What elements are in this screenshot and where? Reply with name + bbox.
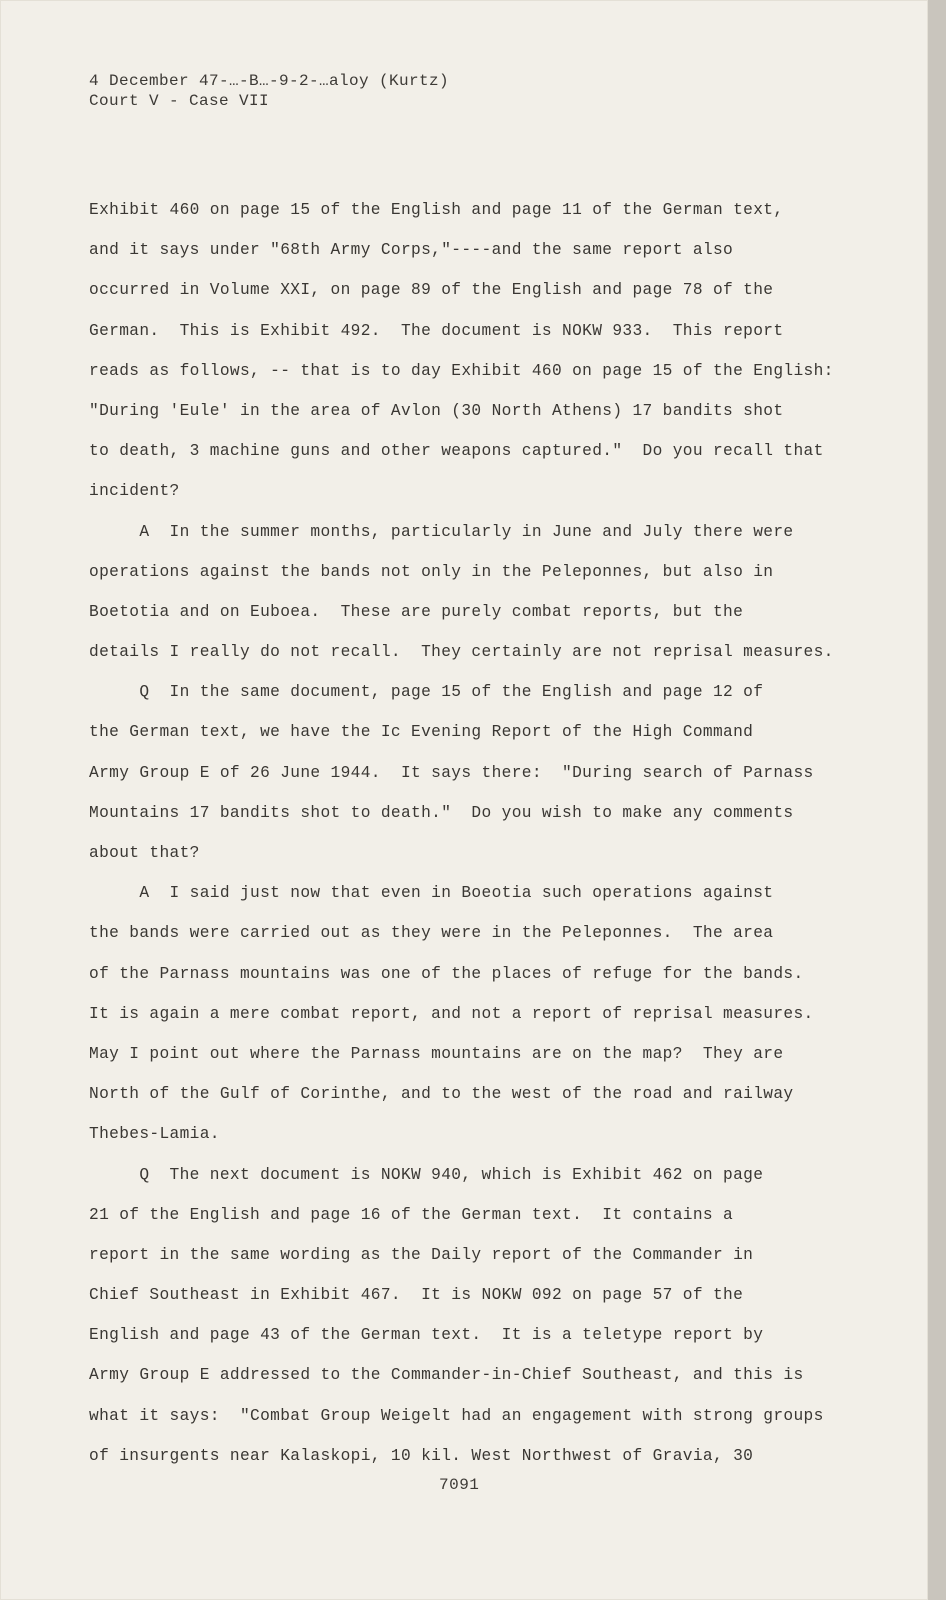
text-line: Mountains 17 bandits shot to death." Do you wish to make any comments [89,803,794,822]
text-line: Thebes-Lamia. [89,1125,220,1144]
text-line: the bands were carried out as they were in the Peleponnes. The area [89,924,774,943]
page-number: 7091 [439,1476,480,1494]
text-line: Army Group E of 26 June 1944. It says there: "During search of Parnass [89,763,814,782]
text-line: A In the summer months, particularly in June and July there were [89,522,794,541]
text-line: German. This is Exhibit 492. The document is NOKW 933. This report [89,321,784,340]
text-line: occurred in Volume XXI, on page 89 of the English and page 78 of the [89,281,774,300]
text-line: It is again a mere combat report, and not a report of reprisal measures. [89,1004,814,1023]
text-line: A I said just now that even in Boeotia such operations against [89,884,774,903]
text-line: English and page 43 of the German text. It is a teletype report by [89,1326,764,1345]
text-line: the German text, we have the Ic Evening Report of the High Command [89,723,754,742]
header-date-line: 4 December 47-…-B…-9-2-…aloy (Kurtz) [89,72,450,90]
document-header [89,71,449,111]
text-line: Q The next document is NOKW 940, which is Exhibit 462 on page [89,1165,764,1184]
text-line: Q In the same document, page 15 of the English and page 12 of [89,683,764,702]
text-line: incident? [89,482,180,501]
text-line: and it says under "68th Army Corps,"----and the same report also [89,241,734,260]
transcript-body [89,190,849,1476]
text-line: to death, 3 machine guns and other weapons captured." Do you recall that [89,442,824,461]
page-edge-shadow [928,0,946,1600]
text-line: Exhibit 460 on page 15 of the English and page 11 of the German text, [89,201,784,219]
text-line: operations against the bands not only in the Peleponnes, but also in [89,562,774,581]
text-line: Chief Southeast in Exhibit 467. It is NOKW 092 on page 57 of the [89,1286,744,1305]
text-line: reads as follows, -- that is to day Exhibit 460 on page 15 of the English: [89,361,834,380]
text-line: of the Parnass mountains was one of the places of refuge for the bands. [89,964,804,983]
text-line: details I really do not recall. They certainly are not reprisal measures. [89,643,834,662]
header-court-line: Court V - Case VII [89,92,270,110]
text-line: North of the Gulf of Corinthe, and to the west of the road and railway [89,1085,794,1104]
text-line: Boetotia and on Euboea. These are purely combat reports, but the [89,602,744,621]
text-line: report in the same wording as the Daily report of the Commander in [89,1245,754,1264]
text-line: May I point out where the Parnass mountains are on the map? They are [89,1044,784,1063]
text-line: about that? [89,844,200,862]
text-line: of insurgents near Kalaskopi, 10 kil. West Northwest of Gravia, 30 [89,1446,754,1465]
text-line: 21 of the English and page 16 of the German text. It contains a [89,1205,734,1224]
text-line: Army Group E addressed to the Commander-in-Chief Southeast, and this is [89,1366,804,1385]
text-line: what it says: "Combat Group Weigelt had an engagement with strong groups [89,1406,824,1425]
text-line: "During 'Eule' in the area of Avlon (30 North Athens) 17 bandits shot [89,401,784,420]
